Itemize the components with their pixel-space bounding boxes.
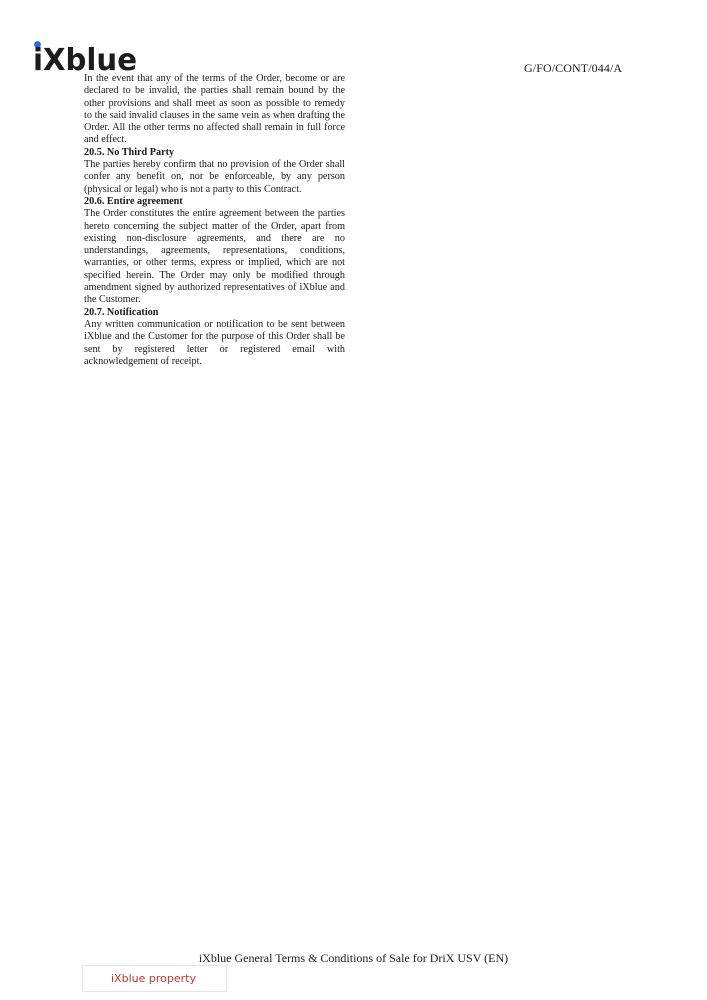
ixblue-logo-graphic — [33, 40, 139, 74]
property-stamp — [82, 965, 227, 992]
logo-wordmark: iXblue — [33, 43, 137, 74]
section-text-entire-agreement: The Order constitutes the entire agreement between the parties hereto concerning the subject matter of the Order, apart from existing non-disclosure agreements, and there are no understandings, agreements, representations, conditions, warranties, or other terms, express or implied, which are not specified herein. The Order may only be modified through amendment signed by authorized representatives of iXblue and the Customer. — [84, 208, 345, 306]
document-body — [84, 73, 345, 368]
intro-paragraph: In the event that any of the terms of the Order, become or are declared to be invalid, the parties shall remain bound by the other provisions and shall meet as soon as possible to remedy to the said invalid clauses in the same vein as when drafting the Order. All the other terms no affected shall remain in full force and effect. — [84, 73, 345, 146]
section-text-no-third-party: The parties hereby confirm that no provision of the Order shall confer any benefit on, nor be enforceable, by any person (physical or legal) who is not a party to this Contract. — [84, 159, 345, 195]
section-heading-entire-agreement: 20.6. Entire agreement — [84, 195, 183, 207]
property-label: iXblue property — [111, 972, 196, 985]
section-text-notification: Any written communication or notification to be sent between iXblue and the Customer for the purpose of this Order shall be sent by registered letter or registered email with acknowledgement of receipt. — [84, 318, 345, 367]
ixblue-logo — [33, 40, 139, 74]
section-heading-no-third-party: 20.5. No Third Party — [84, 146, 175, 158]
section-heading-notification: 20.7. Notification — [84, 306, 159, 318]
document-reference: G/FO/CONT/044/A — [524, 61, 623, 75]
footer-document-title: iXblue General Terms & Conditions of Sale for DriX USV (EN) — [198, 951, 509, 965]
